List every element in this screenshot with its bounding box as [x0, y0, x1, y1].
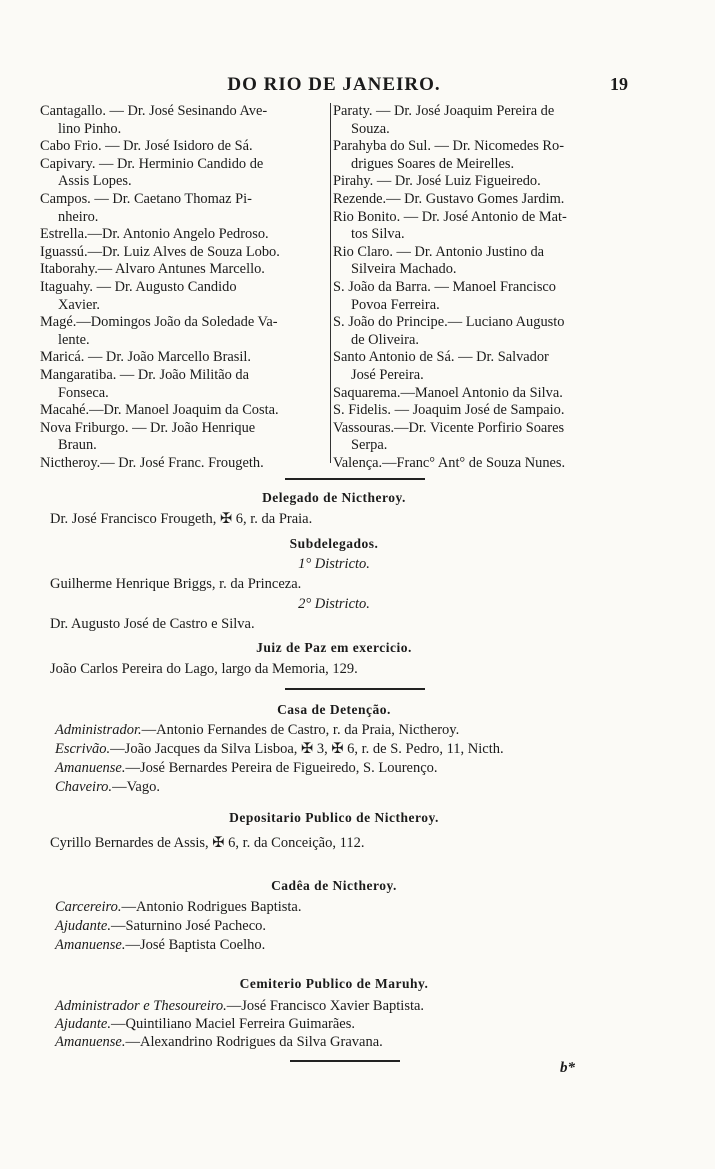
staff-role: Amanuense. — [55, 937, 126, 953]
entry-first-line: Cantagallo. — Dr. José Sesinando Ave- — [40, 103, 268, 119]
district-2-line: Dr. Augusto José de Castro e Silva. — [50, 616, 255, 632]
municipality-entry — [40, 261, 327, 279]
municipality-entry — [333, 173, 620, 191]
staff-role: Amanuense. — [55, 1034, 126, 1050]
right-column — [333, 103, 620, 472]
entry-first-line: Valença.—Franc° Ant° de Souza Nunes. — [333, 454, 566, 471]
municipality-entry — [333, 103, 620, 138]
entry-continuation: Xavier. — [58, 296, 100, 313]
juiz-title: Juiz de Paz em exercicio. — [256, 640, 412, 655]
detencao-title: Casa de Detenção. — [277, 702, 391, 717]
staff-role: Carcereiro. — [55, 899, 122, 915]
municipality-entry — [333, 349, 620, 384]
depositario-line: Cyrillo Bernardes de Assis, ✠ 6, r. da Conceição, 112. — [50, 835, 365, 851]
cemiterio-title: Cemiterio Publico de Maruhy. — [239, 976, 429, 991]
staff-name: —Antonio Rodrigues Baptista. — [121, 899, 302, 915]
staff-row — [55, 937, 265, 954]
entry-first-line: Vassouras.—Dr. Vicente Porfirio Soares — [333, 419, 565, 436]
staff-role: Ajudante. — [55, 1016, 111, 1032]
municipality-entry — [333, 244, 620, 279]
staff-row — [55, 1016, 355, 1033]
municipality-entry — [333, 279, 620, 314]
section-rule — [285, 688, 425, 690]
municipality-entry — [40, 226, 327, 244]
staff-row — [55, 998, 424, 1015]
section-rule — [290, 1060, 400, 1062]
municipality-entry — [40, 455, 327, 473]
municipality-entry — [333, 191, 620, 209]
staff-row — [55, 760, 438, 777]
entry-continuation: Braun. — [58, 437, 97, 454]
district-1-line: Guilherme Henrique Briggs, r. da Princeza. — [50, 576, 302, 592]
depositario-title: Depositario Publico de Nictheroy. — [229, 810, 439, 825]
entry-continuation: nheiro. — [58, 208, 99, 225]
staff-role: Chaveiro. — [55, 779, 113, 795]
municipality-entry — [40, 402, 327, 420]
juiz-line: João Carlos Pereira do Lago, largo da Memoria, 129. — [50, 661, 358, 677]
entry-continuation: Fonseca. — [58, 384, 109, 401]
staff-name: —José Bernardes Pereira de Figueiredo, S. Lourenço. — [125, 760, 438, 776]
municipality-entry — [333, 402, 620, 420]
entry-first-line: Campos. — Dr. Caetano Thomaz Pi- — [40, 190, 252, 207]
entry-first-line: S. Fidelis. — Joaquim José de Sampaio. — [333, 402, 565, 419]
district-1-title: 1° Districto. — [298, 556, 370, 572]
municipality-entry — [40, 279, 327, 314]
entry-first-line: Itaborahy.— Alvaro Antunes Marcello. — [40, 261, 265, 278]
municipality-entry — [40, 349, 327, 367]
municipality-entry — [40, 191, 327, 226]
staff-name: —Alexandrino Rodrigues da Silva Gravana. — [125, 1034, 383, 1050]
delegado-title: Delegado de Nictheroy. — [262, 490, 406, 505]
staff-role: Ajudante. — [55, 918, 111, 934]
staff-role: Administrador. — [55, 722, 142, 738]
left-column — [40, 103, 327, 472]
section-rule — [285, 478, 425, 480]
delegado-line: Dr. José Francisco Frougeth, ✠ 6, r. da Praia. — [50, 511, 313, 527]
municipality-entry — [40, 420, 327, 455]
entry-first-line: Capivary. — Dr. Herminio Candido de — [40, 155, 264, 172]
staff-role: Administrador e Thesoureiro. — [55, 998, 227, 1014]
staff-row — [55, 899, 302, 916]
entry-first-line: Rezende.— Dr. Gustavo Gomes Jardim. — [333, 190, 565, 207]
entry-continuation: Serpa. — [351, 437, 388, 454]
staff-name: —José Baptista Coelho. — [125, 937, 266, 953]
page-header — [40, 74, 628, 98]
entry-first-line: Maricá. — Dr. João Marcello Brasil. — [40, 349, 252, 366]
entry-first-line: Parahyba do Sul. — Dr. Nicomedes Ro- — [333, 138, 565, 155]
staff-row — [55, 779, 160, 796]
entry-first-line: Saquarema.—Manoel Antonio da Silva. — [333, 384, 563, 401]
entry-first-line: Estrella.—Dr. Antonio Angelo Pedroso. — [40, 226, 269, 243]
municipality-entry — [40, 138, 327, 156]
staff-name: —Vago. — [112, 779, 160, 795]
subdelegados-title: Subdelegados. — [289, 536, 379, 551]
staff-name: —José Francisco Xavier Baptista. — [226, 998, 425, 1014]
header-title: DO RIO DE JANEIRO. — [227, 74, 441, 95]
staff-name: —Saturnino José Pacheco. — [110, 918, 267, 934]
entry-continuation: tos Silva. — [351, 226, 405, 243]
entry-continuation: Silveira Machado. — [351, 261, 457, 278]
signature-mark: b* — [560, 1060, 575, 1076]
entry-continuation: Assis Lopes. — [58, 173, 132, 190]
municipality-entry — [333, 138, 620, 173]
entry-first-line: Mangaratiba. — Dr. João Militão da — [40, 366, 250, 383]
municipality-entry — [40, 156, 327, 191]
entry-first-line: Macahé.—Dr. Manoel Joaquim da Costa. — [40, 402, 279, 419]
entry-first-line: Magé.—Domingos João da Soledade Va- — [40, 314, 278, 331]
staff-row — [55, 918, 266, 935]
entry-continuation: José Pereira. — [351, 366, 424, 383]
entry-continuation: drigues Soares de Meirelles. — [351, 155, 515, 172]
staff-row — [55, 722, 459, 739]
municipality-entry — [40, 314, 327, 349]
municipality-entry — [333, 314, 620, 349]
municipality-entry — [333, 420, 620, 455]
staff-role: Amanuense. — [55, 760, 126, 776]
entry-continuation: Souza. — [351, 120, 390, 137]
entry-first-line: S. João da Barra. — Manoel Francisco — [333, 278, 556, 295]
entry-first-line: Santo Antonio de Sá. — Dr. Salvador — [333, 349, 549, 366]
entry-first-line: Iguassú.—Dr. Luiz Alves de Souza Lobo. — [40, 243, 280, 260]
staff-role: Escrivão. — [55, 741, 111, 757]
staff-name: —Quintiliano Maciel Ferreira Guimarães. — [110, 1016, 355, 1032]
staff-row — [55, 1034, 383, 1051]
municipality-entry — [40, 367, 327, 402]
entry-first-line: Cabo Frio. — Dr. José Isidoro de Sá. — [40, 138, 253, 155]
entry-first-line: Nova Friburgo. — Dr. João Henrique — [40, 419, 256, 436]
column-divider — [330, 103, 331, 463]
entry-first-line: Pirahy. — Dr. José Luiz Figueiredo. — [333, 173, 541, 190]
entry-continuation: lino Pinho. — [58, 120, 122, 137]
municipality-entry — [333, 455, 620, 473]
staff-name: —Antonio Fernandes de Castro, r. da Praia, Nictheroy. — [141, 722, 460, 738]
municipality-entry — [333, 385, 620, 403]
cadea-title: Cadêa de Nictheroy. — [271, 878, 397, 893]
entry-first-line: Rio Bonito. — Dr. José Antonio de Mat- — [333, 208, 567, 225]
municipality-entry — [40, 103, 327, 138]
entry-first-line: Nictheroy.— Dr. José Franc. Frougeth. — [40, 454, 264, 471]
district-2-title: 2° Districto. — [298, 596, 370, 612]
staff-name: —João Jacques da Silva Lisboa, ✠ 3, ✠ 6, r. de S. Pedro, 11, Nicth. — [110, 741, 504, 757]
entry-first-line: S. João do Principe.— Luciano Augusto — [333, 314, 565, 331]
entry-first-line: Itaguahy. — Dr. Augusto Candido — [40, 278, 237, 295]
entry-continuation: Povoa Ferreira. — [351, 296, 440, 313]
municipality-entry — [333, 209, 620, 244]
staff-row — [55, 741, 504, 758]
entry-continuation: de Oliveira. — [351, 331, 419, 348]
municipality-entry — [40, 244, 327, 262]
entry-continuation: lente. — [58, 331, 90, 348]
page-number: 19 — [610, 74, 628, 94]
entry-first-line: Paraty. — Dr. José Joaquim Pereira de — [333, 103, 555, 119]
entry-first-line: Rio Claro. — Dr. Antonio Justino da — [333, 243, 545, 260]
